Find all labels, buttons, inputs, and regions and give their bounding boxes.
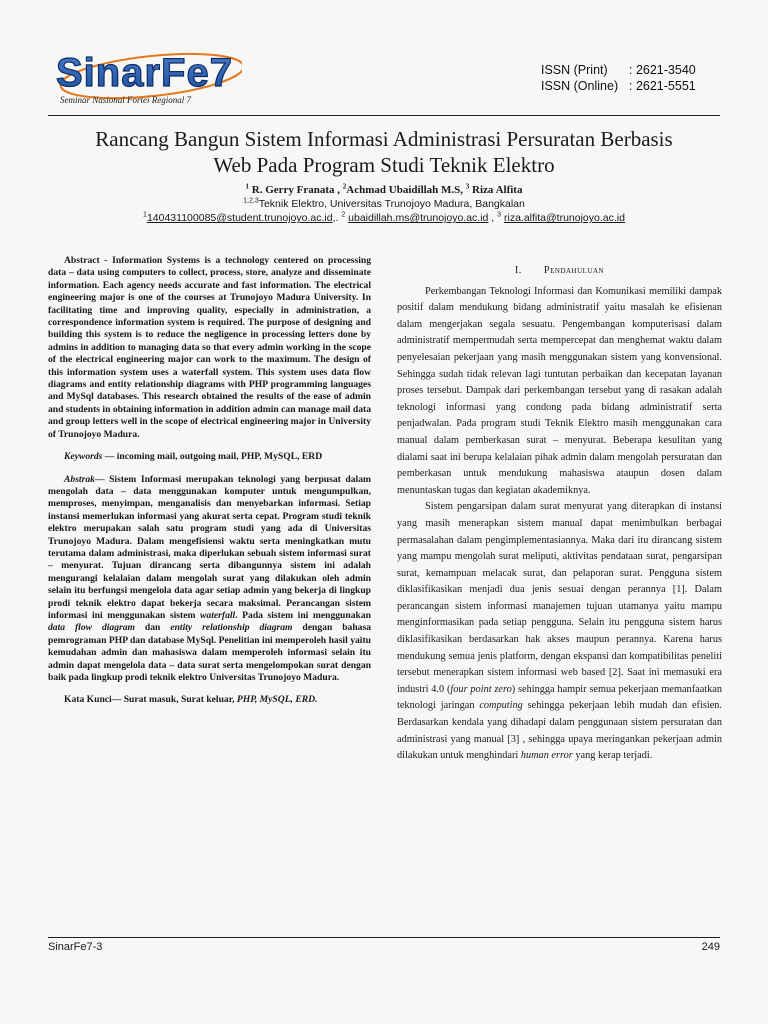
svg-text:SinarFe7: SinarFe7: [56, 51, 233, 95]
intro-paragraph-1: Perkembangan Teknologi Informasi dan Komunikasi memiliki dampak positif dalam mendukung bidang administratif yaitu masalah ke efisienan dalam mengerjakan segala sesuatu. Pengembangan komputerisasi dalam administratif mempermudah serta mempercepat dan menghemat waktu dalam penyelesaian pekerjaan yang masih menggunakan sistem yang konvensional. Sehingga sudah tidak relevan lagi tuntutan perbaikan dan kecepatan layanan proses tersebut. Dampak dari perkembangan tersebut yang di rasakan adalah teknologi informasi yang condong pada bidang administratif serta penjadwalan. Pada program studi Teknik Elektro masih menggunakan cara manual dalam pemberkasan surat – menyurat. Beberapa kesulitan yang dialami saat ini berupa kelalaian pihak admin dalam mengolah persuratan dan pemberkasan untuk mendukung mahasiswa ataupun dosen dalam menuntaskan tugas dan kegiatan akademiknya.: [397, 285, 722, 496]
header-divider: [48, 115, 720, 116]
abstract-indonesian: Abstrak— Sistem Informasi merupakan teknologi yang berpusat dalam mengolah data – data menggunakan komputer untuk mengumpulkan, memproses, menyimpan, menganalisis dan menyebarkan informasi. Setiap instansi memerlukan informasi yang akurat serta cepat. Program studi teknik elektro merupakan salah satu program studi yang ada di Universitas Trunojoyo Madura. Dalam mengefisiensi waktu serta meningkatkan mutu terutama dalam administrasi, maka diperlukan sebuah sistem informasi surat – menyurat. Tujuan dirancang serta dibangunnya sistem ini adalah mengurangi kelalaian dalam mengolah surat yang dilakukan oleh admin selain itu berfungsi mengelola data agar setiap admin yang bekerja di lingkup prodi teknik elektro dapat bekerja secara maksimal. Perancangan sistem informasi ini menggunakan sistem waterfall. Pada sistem ini menggunakan data flow diagram dan entity relationship diagram dengan bahasa pemrograman PHP dan database MySql. Penelitian ini memperoleh hasil yaitu kemudahan admin dan mahasiswa dalam memperoleh informasi selain itu admin dapat mengelola data – data surat serta mengelompokan surat dengan baik pada lingkup prodi teknik elektro Universitas Trunojoyo Madura.: [48, 473, 371, 683]
logo-subtitle: Seminar Nasional Fortei Regional 7: [60, 95, 191, 105]
abstract-english: Abstract - Information Systems is a technology centered on processing data – data using computers to collect, process, store, analyze and disseminate information. Each agency needs accurate and fast information. The electrical engineering major is one of the courses at Trunojoyo Madura University. In facilitating time and improving quality, especially in administration, a correspondence information system is required. The purpose of designing and building this system is to reduce the negligence in processing letters done by admins in addition to managing data so that every admin working in the scope of the electrical engineering major can work to the maximum. The design of this information system uses a waterfall system. This system uses data flow diagrams and entity relationship diagrams with PHP programming languages and MySql databases. This research obtained the results of the ease of admin and students in obtaining information in addition admin can manage mail data and group letters well in the scope of electrical engineering major in University of Trunojoyo Madura.: [48, 255, 371, 440]
email-link-2[interactable]: ubaidillah.ms@trunojoyo.ac.id: [348, 212, 489, 224]
issn-print: ISSN (Print) : 2621-3540: [541, 63, 696, 77]
intro-paragraph-2: Sistem pengarsipan dalam surat menyurat yang diterapkan di instansi yang masih menerapkan sistem manual dapat menimbulkan berbagai permasalahan dalam pengimplementasiannya. Maka dari itu dirancang sistem yang mampu mengolah surat meliputi, aktivitas pendataan surat, pengarsipan surat, kemampuan melacak surat, dan pelaporan surat. Pengguna sistem diklasifikasikan menjadi dua jenis sesuai dengan perannya [1]. Dalam perancangan sistem informasi manajemen tujuan utamanya yaitu mampu menginformasikan pada setiap pengguna. Selain itu pengguna sistem harus diklasifikasikan berdasarkan hak akses maupun perannya. Karena harus mendukung semua jenis platform, dengan ekspansi dan kompatibilitas peneliti tersebut menerapkan sistem informasi web based [2]. Saat ini memasuki era industri 4.0 (four point zero) sehingga hampir semua pekerjaan memanfaatkan teknologi jaringan computing sehingga pekerjaan lebih mudah dan efisien. Berdasarkan kendala yang dihadapi dalam penggunaan sistem persuratan dan administrasi yang manual [3] , sehingga upaya meringankan pekerjaan admin dilakukan untuk menghindari human error yang kerap terjadi.: [397, 501, 722, 762]
introduction-column: [397, 263, 722, 765]
page-number: 249: [701, 941, 720, 953]
footer-conference: SinarFe7-3: [48, 941, 103, 953]
issn-online: ISSN (Online) : 2621-5551: [541, 79, 696, 93]
keywords-indonesian: Kata Kunci— Surat masuk, Surat keluar, PHP, MySQL, ERD.: [64, 694, 318, 706]
paper-title: Rancang Bangun Sistem Informasi Administrasi Persuratan Berbasis Web Pada Program Studi Teknik Elektro: [95, 127, 673, 177]
affiliation: $^{1,2,3}$Teknik Elektro, Universitas Trunojoyo Madura, Bangkalan: [243, 197, 525, 210]
abstract-column: [48, 255, 371, 707]
email-link-3[interactable]: riza.alfita@trunojoyo.ac.id: [503, 212, 625, 224]
page-footer: [48, 941, 720, 953]
footer-divider: [48, 937, 720, 938]
author-list: $^1$ R. Gerry Franata , $^2$Achmad Ubaidillah M.S, $^3$ Riza Alfita: [245, 182, 523, 196]
author-emails: $^1$140431100085@student.trunojoyo.ac.id,. $^2$ ubaidillah.ms@trunojoyo.ac.id , $^3$ riza.alfita@trunojoyo.ac.id: [143, 211, 625, 224]
email-link-1[interactable]: 140431100085@student.trunojoyo.ac.id: [146, 212, 333, 224]
section-heading: I. Pendahuluan: [514, 265, 605, 276]
issn-block: [541, 62, 696, 94]
keywords-english: Keywords — incoming mail, outgoing mail, PHP, MySQL, ERD: [64, 451, 323, 463]
